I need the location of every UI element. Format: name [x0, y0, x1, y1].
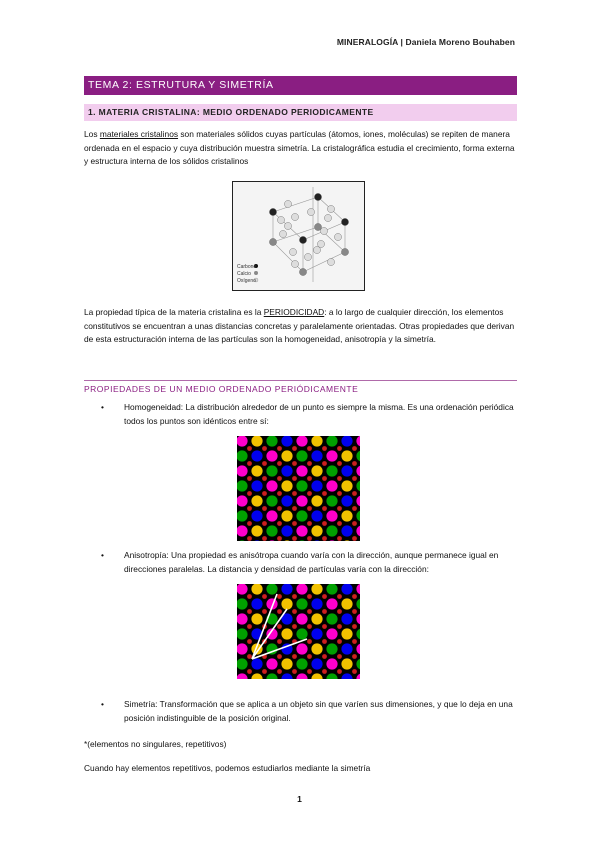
lattice-atom: [251, 480, 262, 491]
lattice-atom: [251, 613, 262, 624]
lattice-atom: [281, 658, 292, 669]
lattice-small-atom: [307, 446, 312, 451]
lattice-atom: [311, 584, 322, 595]
lattice-atom: [251, 673, 262, 679]
lattice-atom: [311, 510, 322, 521]
lattice-atom: [237, 465, 248, 476]
lattice-atom: [237, 525, 248, 536]
closing-sentence: Cuando hay elementos repetitivos, podemos estudiarlos mediante la simetría: [84, 763, 371, 773]
lattice-atom: [266, 584, 277, 595]
lattice-atom: [266, 465, 277, 476]
lattice-atom: [356, 584, 360, 595]
crystal-atom: [299, 236, 306, 243]
lattice-small-atom: [337, 506, 342, 511]
lattice-small-atom: [277, 521, 282, 526]
lattice-atom: [311, 480, 322, 491]
lattice-small-atom: [307, 639, 312, 644]
lattice-atom: [341, 584, 352, 595]
lattice-small-atom: [247, 654, 252, 659]
lattice-atom: [281, 628, 292, 639]
bullet-dot-icon: •: [101, 699, 104, 709]
lattice-small-atom: [307, 521, 312, 526]
lattice-atom: [356, 450, 360, 461]
lattice-small-atom: [292, 461, 297, 466]
lattice-small-atom: [352, 491, 357, 496]
lattice-small-atom: [292, 594, 297, 599]
lattice-small-atom: [337, 624, 342, 629]
crystal-atom: [269, 238, 276, 245]
lattice-atom: [296, 465, 307, 476]
lattice-atom: [281, 510, 292, 521]
lattice-atom: [356, 613, 360, 624]
lattice-small-atom: [292, 536, 297, 541]
lattice-atom: [296, 510, 307, 521]
lattice-atom: [266, 495, 277, 506]
term-materiales-cristalinos: materiales cristalinos: [99, 129, 179, 139]
lattice-small-atom: [322, 461, 327, 466]
lattice-atom: [311, 658, 322, 669]
lattice-atom: [311, 495, 322, 506]
lattice-atom: [326, 643, 337, 654]
lattice-small-atom: [262, 506, 267, 511]
lattice-small-atom: [292, 491, 297, 496]
lattice-atom: [296, 584, 307, 595]
lattice-atom: [296, 495, 307, 506]
lattice-atom: [326, 658, 337, 669]
paragraph-intro: Los materiales cristalinos son materiales sólidos cuyas partículas (átomos, iones, moléculas) se repiten de manera ordenada en el espacio y cuya distribución muestra simetría. La cristalográfica estudia el crecimiento, forma externa y estructura interna de los sólidos cristalinos: [84, 129, 515, 166]
lattice-atom: [266, 480, 277, 491]
lattice-atom: [341, 673, 352, 679]
lattice-atom: [266, 540, 277, 541]
lattice-small-atom: [352, 476, 357, 481]
page-number: 1: [297, 794, 302, 804]
lattice-atom: [237, 450, 248, 461]
lattice-atom: [326, 450, 337, 461]
lattice-small-atom: [292, 609, 297, 614]
lattice-small-atom: [307, 461, 312, 466]
lattice-atom: [311, 673, 322, 679]
lattice-atom: [326, 584, 337, 595]
lattice-small-atom: [292, 521, 297, 526]
crystal-atom: [284, 200, 291, 207]
lattice-small-atom: [337, 521, 342, 526]
lattice-small-atom: [307, 654, 312, 659]
lattice-small-atom: [307, 624, 312, 629]
legend-calcio: Calcio: [237, 271, 251, 277]
lattice-atom: [326, 480, 337, 491]
lattice-atom: [281, 673, 292, 679]
lattice-small-atom: [322, 594, 327, 599]
lattice-small-atom: [247, 594, 252, 599]
lattice-small-atom: [337, 446, 342, 451]
bullet-dot-icon: •: [101, 550, 104, 560]
lattice-atom: [296, 480, 307, 491]
lattice-atom: [326, 436, 337, 447]
lattice-small-atom: [247, 476, 252, 481]
lattice-atom: [326, 598, 337, 609]
lattice-small-atom: [247, 624, 252, 629]
lattice-atom: [251, 436, 262, 447]
lattice-atom: [341, 540, 352, 541]
lattice-small-atom: [277, 446, 282, 451]
lattice-small-atom: [352, 506, 357, 511]
section-heading-2: PROPIEDADES DE UN MEDIO ORDENADO PERIÓDICAMENTE: [84, 380, 517, 394]
bullet-homogeneidad: • Homogeneidad: La distribución alrededor de un punto es siempre la misma. Es una ordenación periódica todos los puntos son idénticos entre sí:: [101, 402, 514, 426]
lattice-atom: [281, 584, 292, 595]
crystal-atom: [289, 248, 296, 255]
crystal-atom: [320, 227, 327, 234]
lattice-small-atom: [322, 446, 327, 451]
crystal-lattice-illustration: [233, 182, 363, 289]
lattice-atom: [341, 525, 352, 536]
lattice-atom: [356, 525, 360, 536]
lattice-small-atom: [322, 491, 327, 496]
lattice-atom: [356, 436, 360, 447]
lattice-atom: [296, 598, 307, 609]
lattice-atom: [341, 510, 352, 521]
bullet-simetria: • Simetría: Transformación que se aplica a un objeto sin que varíen sus dimensiones, y que lo deja en una posición indistinguible de la posición original.: [101, 699, 513, 723]
lattice-small-atom: [262, 461, 267, 466]
lattice-small-atom: [322, 669, 327, 674]
lattice-small-atom: [247, 506, 252, 511]
lattice-atom: [266, 450, 277, 461]
lattice-atom: [326, 613, 337, 624]
lattice-atom: [296, 525, 307, 536]
lattice-small-atom: [262, 521, 267, 526]
lattice-small-atom: [292, 624, 297, 629]
legend-oxigeno: Oxígeno: [237, 278, 256, 284]
lattice-atom: [356, 598, 360, 609]
lattice-small-atom: [307, 609, 312, 614]
lattice-atom: [281, 436, 292, 447]
lattice-atom: [356, 643, 360, 654]
crystal-atom: [327, 258, 334, 265]
lattice-small-atom: [307, 669, 312, 674]
lattice-atom: [356, 465, 360, 476]
lattice-small-atom: [307, 506, 312, 511]
lattice-atom: [311, 643, 322, 654]
lattice-small-atom: [352, 609, 357, 614]
lattice-atom: [341, 598, 352, 609]
lattice-small-atom: [322, 624, 327, 629]
lattice-atom: [266, 436, 277, 447]
lattice-atom: [341, 436, 352, 447]
lattice-small-atom: [262, 446, 267, 451]
lattice-small-atom: [262, 536, 267, 541]
lattice-atom: [341, 628, 352, 639]
crystal-atom: [284, 222, 291, 229]
lattice-small-atom: [277, 461, 282, 466]
lattice-atom: [237, 540, 248, 541]
lattice-small-atom: [247, 536, 252, 541]
lattice-atom: [237, 658, 248, 669]
crystal-atom: [324, 214, 331, 221]
lattice-atom: [251, 598, 262, 609]
lattice-small-atom: [307, 476, 312, 481]
crystal-atom: [279, 230, 286, 237]
anisotropy-lattice-figure: [237, 584, 360, 679]
lattice-atom: [296, 436, 307, 447]
lattice-atom: [266, 525, 277, 536]
lattice-small-atom: [352, 669, 357, 674]
lattice-atom: [281, 465, 292, 476]
lattice-small-atom: [337, 476, 342, 481]
lattice-small-atom: [277, 669, 282, 674]
lattice-small-atom: [247, 609, 252, 614]
lattice-atom: [251, 465, 262, 476]
lattice-small-atom: [322, 506, 327, 511]
lattice-atom: [341, 450, 352, 461]
lattice-small-atom: [262, 491, 267, 496]
legend-carbono: Carbono: [237, 264, 257, 270]
note-elementos: *(elementos no singulares, repetitivos): [84, 739, 227, 749]
lattice-atom: [296, 628, 307, 639]
lattice-small-atom: [277, 536, 282, 541]
lattice-atom: [251, 450, 262, 461]
lattice-small-atom: [337, 639, 342, 644]
lattice-small-atom: [247, 491, 252, 496]
lattice-atom: [281, 598, 292, 609]
lattice-atom: [296, 450, 307, 461]
lattice-atom: [237, 510, 248, 521]
lattice-atom: [341, 465, 352, 476]
lattice-atom: [251, 510, 262, 521]
lattice-atom: [237, 480, 248, 491]
homogeneity-lattice: [237, 436, 360, 541]
lattice-small-atom: [352, 594, 357, 599]
lattice-atom: [237, 584, 248, 595]
lattice-small-atom: [277, 624, 282, 629]
lattice-atom: [281, 450, 292, 461]
lattice-small-atom: [262, 594, 267, 599]
lattice-atom: [281, 540, 292, 541]
term-periodicidad: PERIODICIDAD: [263, 307, 325, 317]
crystal-atom: [327, 205, 334, 212]
lattice-small-atom: [322, 521, 327, 526]
lattice-atom: [311, 450, 322, 461]
lattice-atom: [356, 495, 360, 506]
lattice-small-atom: [322, 536, 327, 541]
lattice-small-atom: [262, 609, 267, 614]
lattice-small-atom: [262, 669, 267, 674]
crystal-atom: [269, 208, 276, 215]
lattice-small-atom: [277, 609, 282, 614]
lattice-small-atom: [292, 446, 297, 451]
crystal-atom: [299, 268, 306, 275]
lattice-small-atom: [292, 506, 297, 511]
lattice-small-atom: [337, 654, 342, 659]
lattice-atom: [296, 658, 307, 669]
lattice-small-atom: [277, 491, 282, 496]
lattice-atom: [251, 584, 262, 595]
lattice-small-atom: [352, 461, 357, 466]
lattice-small-atom: [352, 654, 357, 659]
lattice-atom: [356, 480, 360, 491]
lattice-atom: [341, 613, 352, 624]
lattice-atom: [326, 673, 337, 679]
chapter-title: TEMA 2: ESTRUTURA Y SIMETRÍA: [84, 76, 517, 95]
lattice-small-atom: [352, 536, 357, 541]
lattice-atom: [356, 673, 360, 679]
lattice-atom: [281, 480, 292, 491]
section-heading-1: 1. MATERIA CRISTALINA: MEDIO ORDENADO PERIODICAMENTE: [84, 104, 517, 121]
lattice-atom: [251, 540, 262, 541]
lattice-atom: [296, 540, 307, 541]
lattice-small-atom: [337, 491, 342, 496]
lattice-small-atom: [307, 536, 312, 541]
lattice-small-atom: [352, 639, 357, 644]
lattice-atom: [311, 598, 322, 609]
lattice-small-atom: [337, 669, 342, 674]
crystal-atom: [341, 218, 348, 225]
lattice-atom: [266, 510, 277, 521]
lattice-atom: [296, 673, 307, 679]
lattice-atom: [356, 510, 360, 521]
lattice-atom: [356, 540, 360, 541]
paragraph-periodicidad: La propiedad típica de la materia cristalina es la PERIODICIDAD: a lo largo de cualquier dirección, los elementos constitutivos se encuentran a unas distancias concretas y paralelamente orientadas. Otras propiedades que derivan de esta estructuración interna de las partículas son la homogeneidad, anisotropía y la simetría.: [84, 307, 515, 344]
lattice-small-atom: [337, 461, 342, 466]
lattice-small-atom: [277, 594, 282, 599]
lattice-small-atom: [322, 609, 327, 614]
lattice-atom: [237, 495, 248, 506]
lattice-small-atom: [247, 461, 252, 466]
anisotropy-lattice: [237, 584, 360, 679]
lattice-atom: [237, 436, 248, 447]
lattice-small-atom: [322, 639, 327, 644]
lattice-small-atom: [277, 639, 282, 644]
page-header: MINERALOGÍA | Daniela Moreno Bouhaben: [336, 37, 515, 47]
lattice-small-atom: [352, 624, 357, 629]
crystal-atom: [277, 216, 284, 223]
lattice-atom: [296, 643, 307, 654]
lattice-atom: [311, 613, 322, 624]
lattice-atom: [356, 658, 360, 669]
lattice-atom: [311, 628, 322, 639]
lattice-atom: [251, 658, 262, 669]
lattice-atom: [266, 658, 277, 669]
lattice-atom: [326, 465, 337, 476]
lattice-small-atom: [247, 521, 252, 526]
lattice-small-atom: [352, 521, 357, 526]
lattice-small-atom: [247, 669, 252, 674]
lattice-small-atom: [292, 654, 297, 659]
crystal-atom: [314, 193, 321, 200]
lattice-atom: [311, 436, 322, 447]
lattice-small-atom: [277, 654, 282, 659]
lattice-small-atom: [247, 446, 252, 451]
lattice-small-atom: [307, 491, 312, 496]
lattice-small-atom: [322, 654, 327, 659]
lattice-atom: [237, 673, 248, 679]
lattice-atom: [326, 525, 337, 536]
lattice-atom: [341, 643, 352, 654]
lattice-small-atom: [292, 669, 297, 674]
lattice-small-atom: [247, 639, 252, 644]
lattice-atom: [311, 540, 322, 541]
lattice-atom: [266, 673, 277, 679]
lattice-small-atom: [277, 476, 282, 481]
lattice-small-atom: [337, 609, 342, 614]
lattice-atom: [281, 525, 292, 536]
lattice-small-atom: [262, 476, 267, 481]
lattice-atom: [237, 613, 248, 624]
crystal-structure-figure: [232, 181, 365, 291]
lattice-small-atom: [337, 594, 342, 599]
lattice-atom: [311, 465, 322, 476]
homogeneity-lattice-figure: [237, 436, 360, 541]
crystal-atom: [313, 246, 320, 253]
lattice-small-atom: [307, 594, 312, 599]
lattice-small-atom: [337, 536, 342, 541]
crystal-atom: [291, 260, 298, 267]
lattice-atom: [341, 658, 352, 669]
lattice-atom: [237, 628, 248, 639]
lattice-small-atom: [277, 506, 282, 511]
lattice-atom: [326, 628, 337, 639]
lattice-atom: [326, 495, 337, 506]
lattice-small-atom: [352, 446, 357, 451]
lattice-atom: [341, 480, 352, 491]
lattice-atom: [251, 495, 262, 506]
lattice-atom: [341, 495, 352, 506]
lattice-atom: [281, 495, 292, 506]
lattice-atom: [326, 510, 337, 521]
lattice-atom: [311, 525, 322, 536]
crystal-atom: [291, 213, 298, 220]
lattice-small-atom: [292, 476, 297, 481]
lattice-atom: [326, 540, 337, 541]
crystal-atom: [334, 233, 341, 240]
lattice-atom: [237, 643, 248, 654]
bullet-anisotropia: • Anisotropía: Una propiedad es anisótropa cuando varía con la dirección, aunque permanece igual en direcciones paralelas. La distancia y densidad de partículas varía con la dirección:: [101, 550, 499, 574]
lattice-atom: [251, 525, 262, 536]
crystal-atom: [341, 248, 348, 255]
bullet-dot-icon: •: [101, 402, 104, 412]
lattice-atom: [356, 628, 360, 639]
crystal-atom: [307, 208, 314, 215]
lattice-atom: [237, 598, 248, 609]
lattice-atom: [296, 613, 307, 624]
lattice-small-atom: [322, 476, 327, 481]
crystal-atom: [304, 253, 311, 260]
